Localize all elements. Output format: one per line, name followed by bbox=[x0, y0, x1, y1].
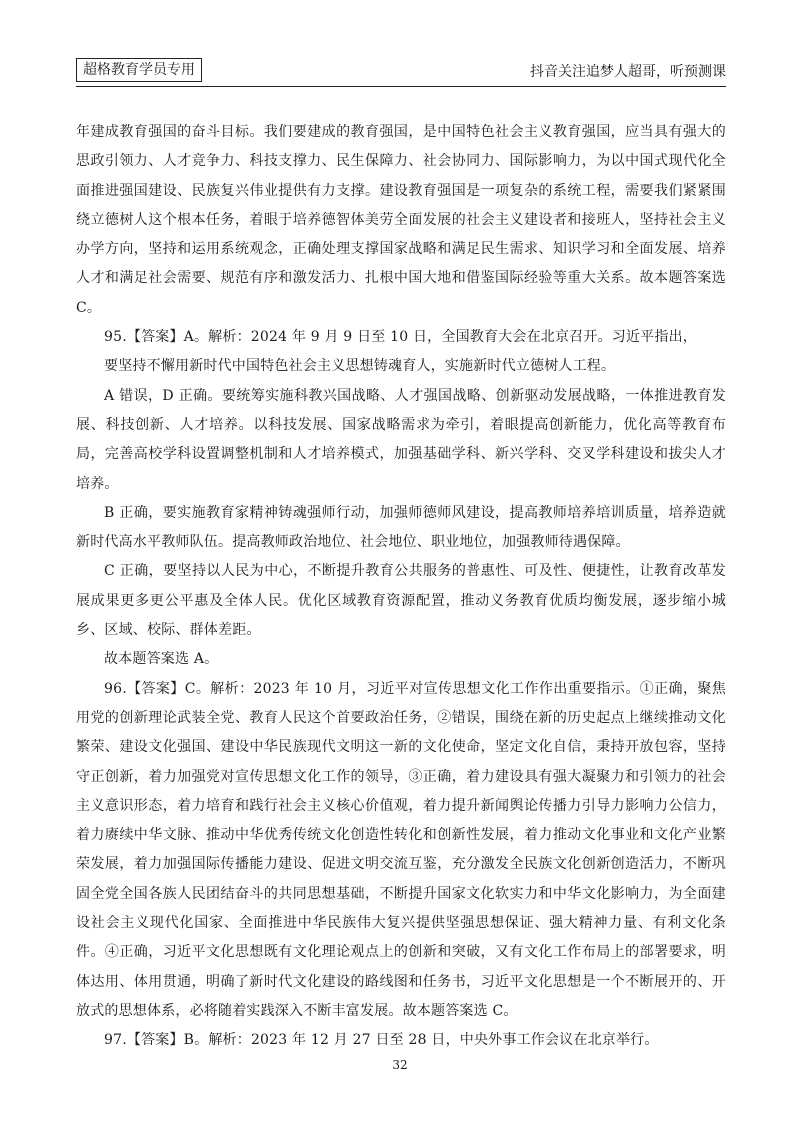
paragraph-q95-option-ad: A 错误，D 正确。要统筹实施科教兴国战略、人才强国战略、创新驱动发展战略，一体推进教育发展、科技创新、人才培养。以科技发展、国家战略需求为牵引，着眼提高创新能力，优化高等教育布局，完善高校学科设置调整机制和人才培养模式，加强基础学科、新兴学科、交叉学科建设和拔尖人才培养。 bbox=[76, 387, 726, 492]
paragraph-q95-conclusion: 故本题答案选 A。 bbox=[104, 651, 219, 668]
paragraph-q96-answer: 96.【答案】C。解析：2023 年 10 月，习近平对宣传思想文化工作作出重要指示。①正确，聚焦用党的创新理论武装全党、教育人民这个首要政治任务，②错误，围绕在新的历史起点上继续推动文化繁荣、建设文化强国、建设中华民族现代文明这一新的文化使命，坚定文化自信，秉持开放包容，坚持守正创新，着力加强党对宣传思想文化工作的领导，③正确，着力建设具有强大凝聚力和引领力的社会主义意识形态，着力培育和践行社会主义核心价值观，着力提升新闻舆论传播力引导力影响力公信力，着力赓续中华文脉、推动中华优秀传统文化创造性转化和创新性发展，着力推动文化事业和文化产业繁荣发展，着力加强国际传播能力建设、促进文明交流互鉴，充分激发全民族文化创新创造活力，不断巩固全党全国各族人民团结奋斗的共同思想基础，不断提升国家文化软实力和中华文化影响力，为全面建设社会主义现代化国家、全面推进中华民族伟大复兴提供坚强思想保证、强大精神力量、有利文化条件。④正确，习近平文化思想既有文化理论观点上的创新和突破，又有文化工作布局上的部署要求，明体达用、体用贯通，明确了新时代文化建设的路线图和任务书，习近平文化思想是一个不断展开的、开放式的思想体系，必将随着实践深入不断丰富发展。故本题答案选 C。 bbox=[76, 680, 726, 1019]
paragraph-q95-option-c: C 正确，要坚持以人民为中心，不断提升教育公共服务的普惠性、可及性、便捷性，让教育改革发展成果更多更公平惠及全体人民。优化区域教育资源配置，推动义务教育优质均衡发展，逐步缩小城乡、区域、校际、群体差距。 bbox=[76, 563, 726, 639]
paragraph-q95-answer: 95.【答案】A。解析：2024 年 9 月 9 日至 10 日，全国教育大会在北京召开。习近平指出， bbox=[104, 329, 697, 346]
header-promo-text: 抖音关注追梦人超哥，听预测课 bbox=[530, 64, 726, 80]
document-body bbox=[76, 118, 726, 1056]
paragraph-q95-option-b: B 正确，要实施教育家精神铸魂强师行动，加强师德师风建设，提高教师培养培训质量，培养造就新时代高水平教师队伍。提高教师政治地位、社会地位、职业地位，加强教师待遇保障。 bbox=[76, 504, 726, 551]
paragraph-continuation: 年建成教育强国的奋斗目标。我们要建成的教育强国，是中国特色社会主义教育强国，应当具有强大的思政引领力、人才竞争力、科技支撑力、民生保障力、社会协同力、国际影响力，为以中国式现代化全面推进强国建设、民族复兴伟业提供有力支撑。建设教育强国是一项复杂的系统工程，需要我们紧紧围绕立德树人这个根本任务，着眼于培养德智体美劳全面发展的社会主义建设者和接班人，坚持社会主义办学方向，坚持和运用系统观念，正确处理支撑国家战略和满足民生需求、知识学习和全面发展、培养人才和满足社会需要、规范有序和激发活力、扎根中国大地和借鉴国际经验等重大关系。故本题答案选 C。 bbox=[76, 124, 726, 316]
paragraph-q97-answer: 97.【答案】B。解析：2023 年 12 月 27 日至 28 日，中央外事工作会议在北京举行。 bbox=[104, 1032, 659, 1049]
header-label: 超格教育学员专用 bbox=[76, 58, 202, 82]
paragraph-q95-quote: 要坚持不懈用新时代中国特色社会主义思想铸魂育人，实施新时代立德树人工程。 bbox=[104, 358, 616, 375]
page-number: 32 bbox=[392, 1058, 408, 1072]
header-divider bbox=[76, 86, 726, 87]
